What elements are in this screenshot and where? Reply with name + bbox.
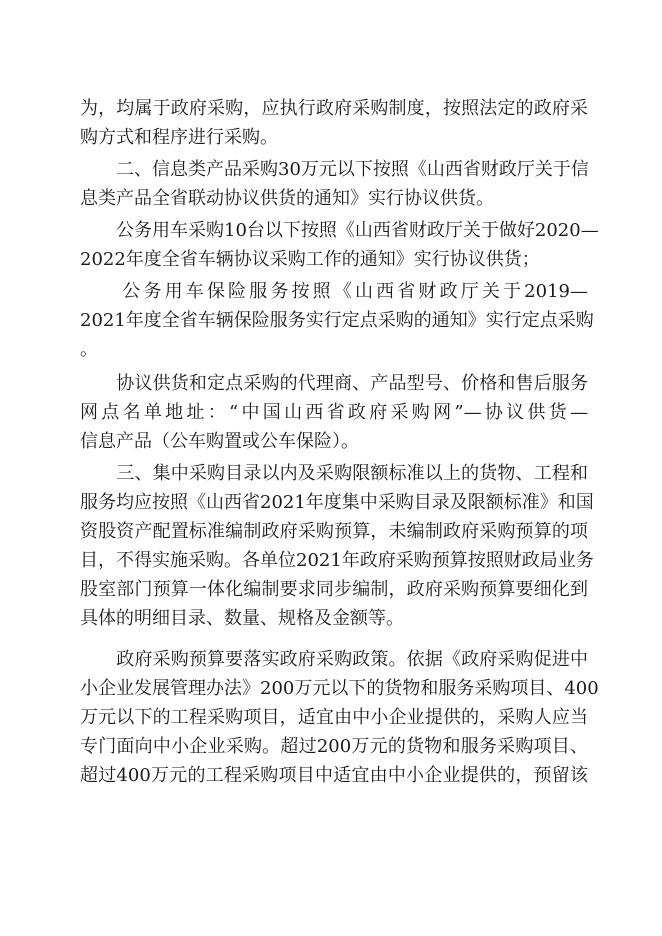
document-body [80,94,599,790]
paragraph-7 [80,645,599,790]
text-line: 目，不得实施采购。各单位2021年政府采购预算按照财政局业务 [80,550,594,571]
text-line: 专门面向中小企业采购。超过200万元的货物和服务采购项目、 [80,736,588,757]
text-line: 具体的明细目录、数量、规格及金额等。 [80,608,404,629]
text-line: 购方式和程序进行采购。 [80,127,278,148]
text-line: 服务均应按照《山西省2021年度集中采购目录及限额标准》和国 [80,492,594,513]
text-line: 。 [80,339,98,360]
text-line: 小企业发展管理办法》200万元以下的货物和服务采购项目、400 [80,678,599,699]
text-line: 网点名单地址：“中国山西省政府采购网”—协议供货— [80,402,588,423]
text-line: 协议供货和定点采购的代理商、产品型号、价格和售后服务 [80,373,588,394]
paragraph-6 [80,459,594,633]
text-line: 2022年度全省车辆协议采购工作的通知》实行协议供货； [80,249,540,270]
text-line: 资股资产配置标准编制政府采购预算，未编制政府采购预算的项 [80,521,588,542]
text-line: 公务用车采购10台以下按照《山西省财政厅关于做好2020— [80,220,599,241]
text-line: 超过400万元的工程采购项目中适宜由中小企业提供的，预留该 [80,765,588,786]
paragraph-1 [80,94,588,152]
text-line: 股室部门预算一体化编制要求同步编制，政府采购预算要细化到 [80,579,588,600]
text-line: 万元以下的工程采购项目，适宜由中小企业提供的，采购人应当 [80,707,588,728]
paragraph-4 [80,277,594,364]
text-line: 为，均属于政府采购，应执行政府采购制度，按照法定的政府采 [80,98,588,119]
text-line: 息类产品全省联动协议供货的通知》实行协议供货。 [80,188,494,209]
text-line: 二、信息类产品采购30万元以下按照《山西省财政厅关于信 [80,159,589,180]
text-line: 信息产品（公车购置或公车保险）。 [80,431,359,452]
text-line: 2021年度全省车辆保险服务实行定点采购的通知》实行定点采购 [80,310,594,331]
paragraph-2 [80,155,588,213]
text-line: 政府采购预算要落实政府采购政策。依据《政府采购促进中 [80,649,588,670]
text-line: 三、集中采购目录以内及采购限额标准以上的货物、工程和 [80,463,588,484]
paragraph-5 [80,369,588,456]
text-line: 公务用车保险服务按照《山西省财政厅关于2019— [80,281,588,302]
paragraph-3 [80,216,599,274]
